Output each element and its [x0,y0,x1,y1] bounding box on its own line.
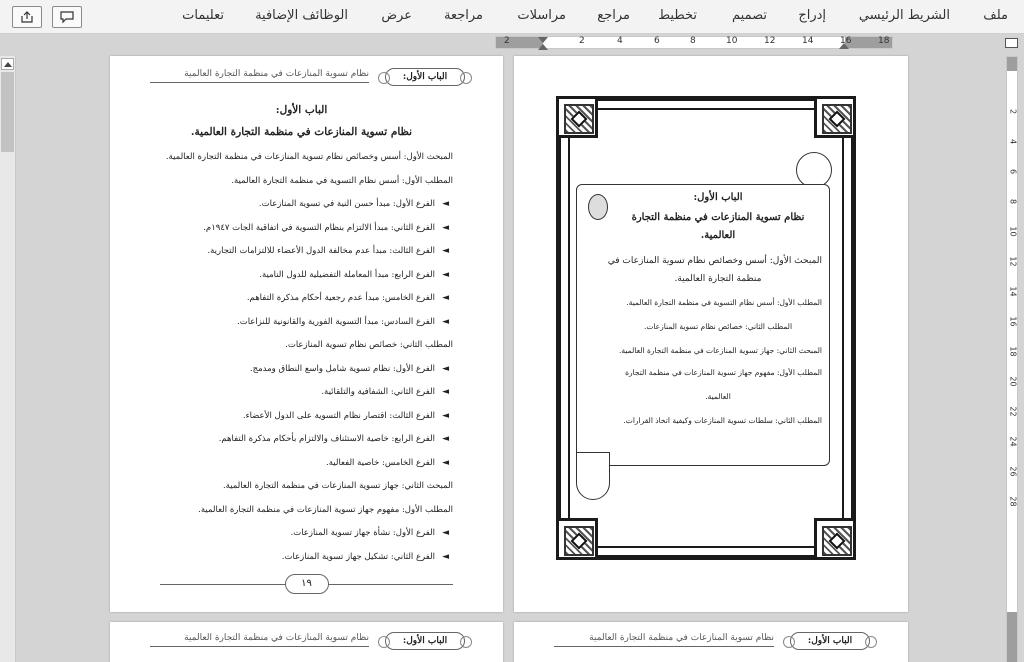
toc-item-text: الفرع السادس: مبدأ التسوية الفورية والقانونية للنزاعات. [237,316,435,327]
scroll-ornament-curl [588,194,608,220]
ruler-number: 18 [1008,346,1018,357]
share-button[interactable] [12,6,42,28]
ruler-number: 16 [840,36,852,46]
ruler-number: 26 [1008,466,1018,477]
header-rule [150,82,369,83]
toc-branch-item [237,316,449,327]
ruler-number: 12 [1008,256,1018,267]
ruler-number: 18 [878,36,890,46]
ruler-number: 8 [690,36,696,46]
toc-item-text: الفرع الخامس: خاصية الفعالية. [326,457,435,468]
document-page-right[interactable] [514,56,908,612]
toc-branch-item [242,410,449,421]
tab-help[interactable]: تعليمات [182,8,224,23]
toc-branch-item [258,199,449,209]
chapter-heading: الباب الأول: [275,104,328,116]
arrow-bullet-icon: ◄ [442,293,449,303]
ribbon [0,0,1024,34]
toc-item-text: الفرع الأول: مبدأ حسن النية في تسوية المنازعات. [258,199,435,209]
cover-mabhath-line2: منظمة التجارة العالمية. [674,274,762,284]
arrow-bullet-icon: ◄ [442,387,449,397]
toc-branch-item [203,222,449,233]
toc-item-text: المبحث الثاني: جهاز تسوية المنازعات في منظمة التجارة العالمية. [222,481,453,491]
tab-design[interactable]: تصميم [732,8,767,23]
first-line-indent-marker[interactable] [538,37,548,43]
page-body[interactable] [150,104,453,574]
toc-item-text: الفرع الثالث: مبدأ عدم مخالفة الدول الأعضاء للالتزامات التجارية. [207,246,435,256]
chapter-subheading: نظام تسوية المنازعات في منظمة التجارة العالمية. [190,126,413,138]
tab-file[interactable]: ملف [983,8,1008,23]
toc-branch-item [326,457,449,468]
frame-corner-ornament [814,96,856,138]
header-title: نظام تسوية المنازعات في منظمة التجارة العالمية [184,633,369,643]
toc-item-text: الفرع الثالث: اقتصار نظام التسوية على الدول الأعضاء. [242,410,435,421]
cover-line: المطلب الأول: مفهوم جهاز تسوية المنازعات في منظمة التجارة [625,368,822,377]
ruler-number: 16 [1008,316,1018,327]
toc-branch-item [321,387,449,397]
cover-mabhath-line1: المبحث الأول: أسس وخصائص نظام تسوية المنازعات في [607,256,822,266]
cover-line: المبحث الثاني: جهاز تسوية المنازعات في منظمة التجارة العالمية. [619,346,822,355]
toc-branch-item [249,363,449,374]
frame-corner-ornament [814,518,856,560]
toc-item-text: الفرع الثاني: تشكيل جهاز تسوية المنازعات. [281,551,435,562]
header-title: نظام تسوية المنازعات في منظمة التجارة العالمية [589,633,774,643]
toc-item-text: المطلب الثاني: خصائص نظام تسوية المنازعات. [285,340,453,350]
cover-body[interactable] [607,192,822,452]
horizontal-ruler[interactable] [495,36,893,49]
vertical-scrollbar[interactable] [0,56,16,662]
ruler-number: 20 [1008,376,1018,387]
frame-corner-ornament [556,96,598,138]
arrow-bullet-icon: ◄ [442,551,449,562]
toc-section-item [231,176,453,186]
cover-title-line1: نظام تسوية المنازعات في منظمة التجارة [631,212,805,223]
tab-view[interactable]: عرض [381,8,412,23]
document-page-left[interactable] [110,56,503,612]
toc-section-item [198,505,453,515]
toc-branch-item [290,528,449,538]
scroll-up-arrow[interactable] [1,58,14,70]
scroll-ornament-bottom [576,452,610,500]
ruler-number: 6 [1008,168,1018,175]
header-rule [554,646,774,647]
toc-item-text: الفرع الثاني: الشفافية والتلقائية. [321,387,435,397]
scroll-ornament-top [796,152,832,188]
arrow-bullet-icon: ◄ [442,410,449,421]
arrow-bullet-icon: ◄ [442,199,449,209]
cover-line: المطلب الثاني: سلطات تسوية المنازعات وكيفية اتخاذ القرارات. [623,416,822,425]
toc-branch-item [246,293,449,303]
toc-section-item [223,481,453,491]
cover-line: المطلب الثاني: خصائص نظام تسوية المنازعات. [643,322,793,331]
header-chapter-badge: الباب الأول: [385,632,465,650]
ruler-number: 4 [1008,138,1018,145]
frame-corner-ornament [556,518,598,560]
arrow-bullet-icon: ◄ [442,434,449,444]
toc-section-item [166,152,453,162]
vertical-ruler[interactable] [1006,56,1018,662]
tab-layout[interactable]: تخطيط [658,8,697,23]
ruler-number: 22 [1008,406,1018,417]
toc-branch-item [281,551,449,562]
arrow-bullet-icon: ◄ [442,363,449,374]
header-chapter-badge: الباب الأول: [790,632,870,650]
ruler-number: 12 [764,36,776,46]
toc-branch-item [218,434,449,444]
toc-branch-item [207,246,449,256]
arrow-bullet-icon: ◄ [442,269,449,280]
scroll-thumb[interactable] [1,72,14,152]
ruler-number: 2 [579,36,585,46]
header-rule [150,646,369,647]
ruler-number: 24 [1008,436,1018,447]
toc-item-text: المطلب الأول: أسس نظام التسوية في منظمة التجارة العالمية. [231,175,453,186]
toc-item-text: الفرع الرابع: خاصية الاستئناف والالتزام بأحكام مذكرة التفاهم. [218,434,435,444]
ruler-number: 2 [504,36,510,46]
page-footer [160,574,453,594]
toc-item-text: الفرع الثاني: مبدأ الالتزام بنظام التسوية في اتفاقية الجات ١٩٤٧م. [203,222,435,233]
cover-line: المطلب الأول: أسس نظام التسوية في منظمة التجارة العالمية. [626,298,822,307]
toc-item-text: المبحث الأول: أسس وخصائص نظام تسوية المنازعات في منظمة التجارة العالمية. [165,152,453,162]
document-page-next-right[interactable] [514,622,908,662]
arrow-bullet-icon: ◄ [442,457,449,468]
toc-item-text: الفرع الخامس: مبدأ عدم رجعية أحكام مذكرة التفاهم. [246,293,435,303]
document-page-next-left[interactable] [110,622,503,662]
tab-addins[interactable]: الوظائف الإضافية [255,8,348,23]
ruler-number: 6 [654,36,660,46]
right-indent-marker[interactable] [839,43,849,49]
arrow-bullet-icon: ◄ [442,222,449,233]
ruler-number: 2 [1008,108,1018,115]
tab-insert[interactable]: إدراج [798,8,826,23]
hanging-indent-marker[interactable] [538,44,548,50]
ruler-number: 8 [1008,198,1018,205]
comment-icon [60,10,74,24]
ruler-number: 10 [726,36,738,46]
share-icon [20,10,34,24]
toc-item-text: المطلب الأول: مفهوم جهاز تسوية المنازعات في منظمة التجارة العالمية. [198,504,453,515]
toc-item-text: الفرع الأول: نظام تسوية شامل واسع النطاق ومدمج. [249,363,435,374]
ruler-number: 4 [617,36,623,46]
tab-review[interactable]: مراجعة [443,8,483,23]
toc-section-item [285,340,453,350]
arrow-bullet-icon: ◄ [442,246,449,256]
ruler-toggle[interactable] [1005,38,1018,48]
ruler-number: 14 [802,36,814,46]
page-number: ١٩ [285,574,329,594]
tab-mailings[interactable]: مراسلات [517,8,566,23]
header-title: نظام تسوية المنازعات في منظمة التجارة العالمية [184,69,369,79]
cover-title-line2: العالمية. [700,230,736,241]
ruler-number: 10 [1008,226,1018,237]
header-chapter-badge: الباب الأول: [385,68,465,86]
ruler-number: 28 [1008,496,1018,507]
ruler-number: 14 [1008,286,1018,297]
toc-item-text: الفرع الأول: نشأة جهاز تسوية المنازعات. [290,528,435,538]
cover-line: العالمية. [705,392,731,401]
arrow-bullet-icon: ◄ [442,528,449,538]
tab-home[interactable]: الشريط الرئيسي [858,8,950,23]
ruler-margin-top [1007,57,1017,71]
comments-button[interactable] [52,6,82,28]
tab-references[interactable]: مراجع [597,8,630,23]
cover-chapter-heading: الباب الأول: [693,192,743,203]
toc-branch-item [259,269,449,280]
toc-item-text: الفرع الرابع: مبدأ المعاملة التفضيلية للدول النامية. [259,269,435,280]
ruler-margin-bottom [1007,612,1017,662]
arrow-bullet-icon: ◄ [442,316,449,327]
